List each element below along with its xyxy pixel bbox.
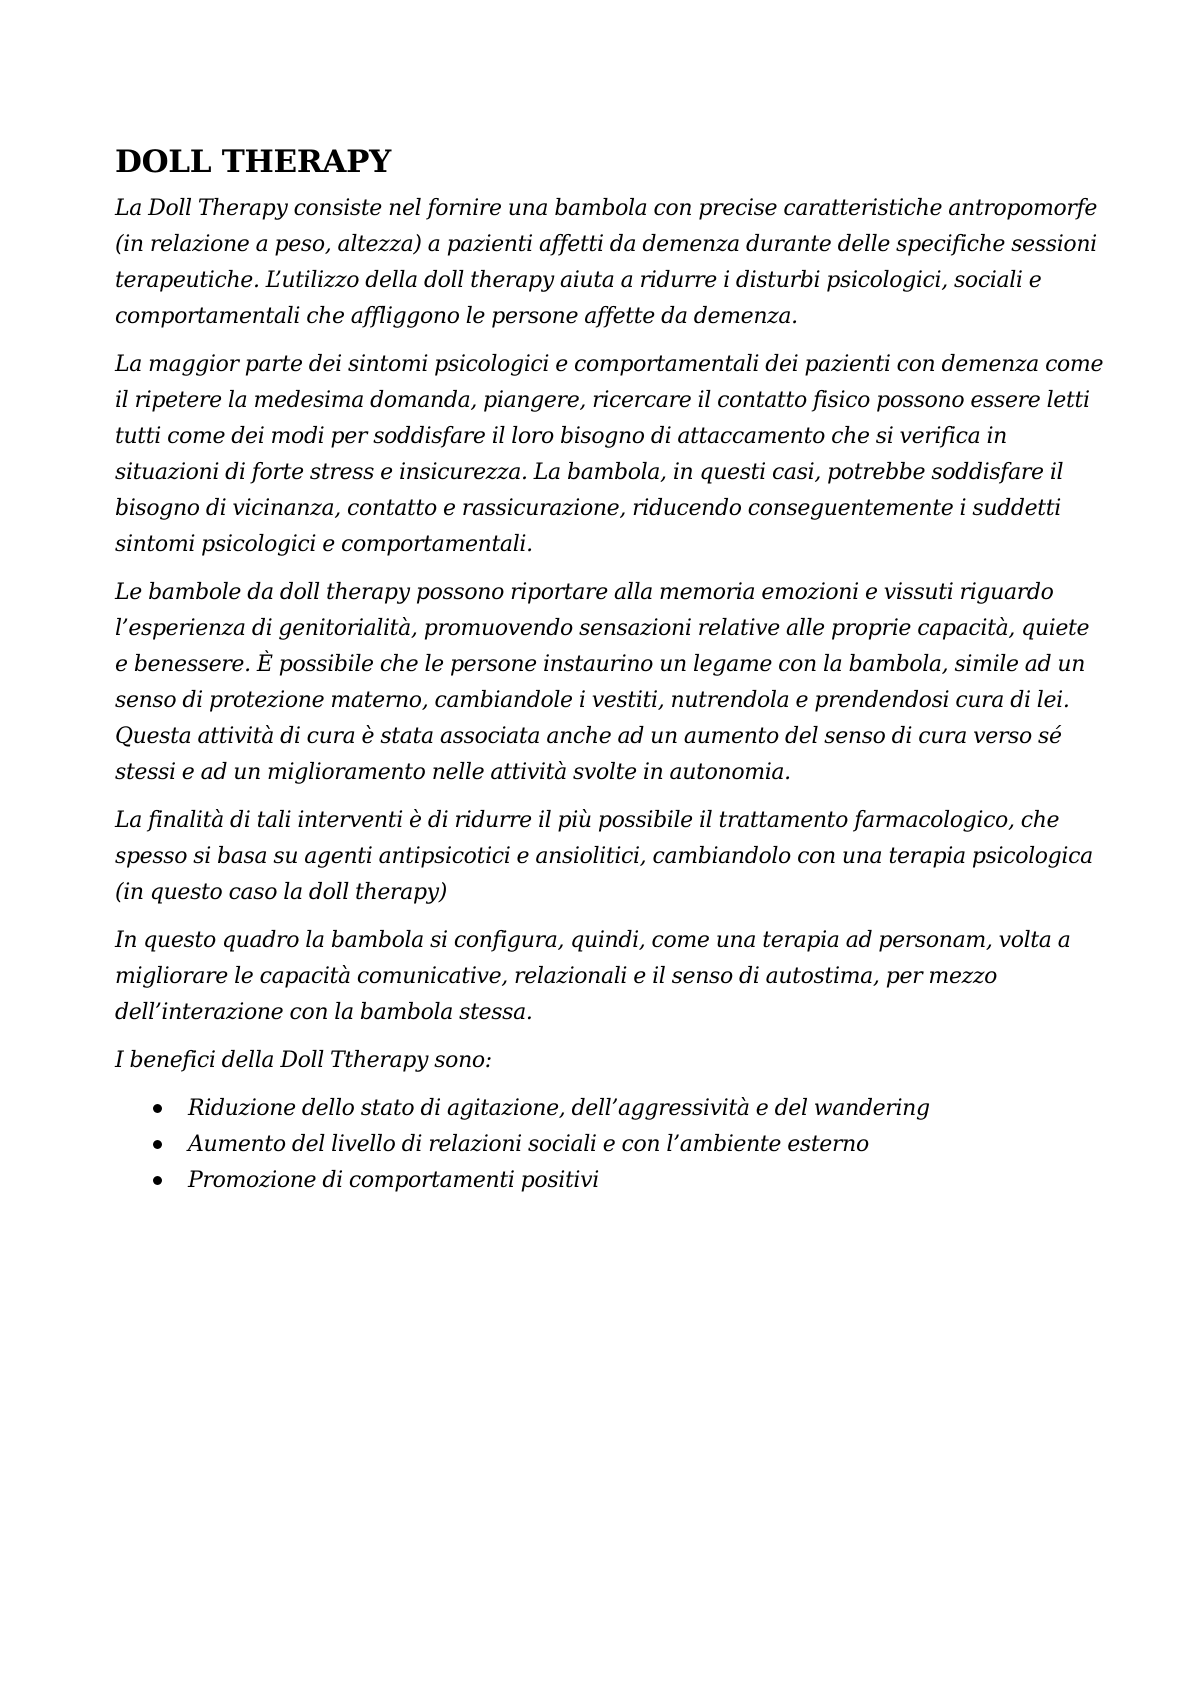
paragraph-benefits-intro: I benefici della Doll Ttherapy sono:: [115, 1048, 492, 1073]
document-title: DOLL THERAPY: [115, 144, 391, 180]
benefits-list: [115, 1091, 1105, 1199]
bullet-icon: [153, 1140, 162, 1149]
bullet-icon: [153, 1104, 162, 1113]
bullet-icon: [153, 1176, 162, 1185]
paragraph-parenting: Le bambole da doll therapy possono riportare alla memoria emozioni e vissuti riguardo l’esperienza di genitorialità, promuovendo sensazioni relative alle proprie capacità, quiete e benessere. È possibile che le persone instaurino un legame con la bambola, simile ad un senso di protezione materno, cambiandole i vestiti, nutrendola e prendendosi cura di lei. Questa attività di cura è stata associata anche ad un aumento del senso di cura verso sé stessi e ad un miglioramento nelle attività svolte in autonomia.: [115, 580, 1090, 785]
paragraph-intro: La Doll Therapy consiste nel fornire una bambola con precise caratteristiche antropomorfe (in relazione a peso, altezza) a pazienti affetti da demenza durante delle specifiche sessioni terapeutiche. L’utilizzo della doll therapy aiuta a ridurre i disturbi psicologici, sociali e comportamentali che affliggono le persone affette da demenza.: [115, 196, 1098, 329]
paragraph-symptoms: La maggior parte dei sintomi psicologici e comportamentali dei pazienti con demenza come il ripetere la medesima domanda, piangere, ricercare il contatto fisico possono essere letti tutti come dei modi per soddisfare il loro bisogno di attaccamento che si verifica in situazioni di forte stress e insicurezza. La bambola, in questi casi, potrebbe soddisfare il bisogno di vicinanza, contatto e rassicurazione, riducendo conseguentemente i suddetti sintomi psicologici e comportamentali.: [115, 352, 1104, 557]
benefit-text: Aumento del livello di relazioni sociali e con l’ambiente esterno: [188, 1132, 869, 1157]
paragraph-framework: In questo quadro la bambola si configura, quindi, come una terapia ad personam, volta a migliorare le capacità comunicative, relazionali e il senso di autostima, per mezzo dell’interazione con la bambola stessa.: [115, 928, 1071, 1025]
document-body: [115, 142, 1105, 1199]
list-item: [115, 1091, 1105, 1127]
paragraph-goal: La finalità di tali interventi è di ridurre il più possibile il trattamento farmacologico, che spesso si basa su agenti antipsicotici e ansiolitici, cambiandolo con una terapia psicologica (in questo caso la doll therapy): [115, 808, 1093, 905]
list-item: [115, 1163, 1105, 1199]
list-item: [115, 1127, 1105, 1163]
benefit-text: Riduzione dello stato di agitazione, dell’aggressività e del wandering: [188, 1096, 930, 1121]
benefit-text: Promozione di comportamenti positivi: [188, 1168, 599, 1193]
